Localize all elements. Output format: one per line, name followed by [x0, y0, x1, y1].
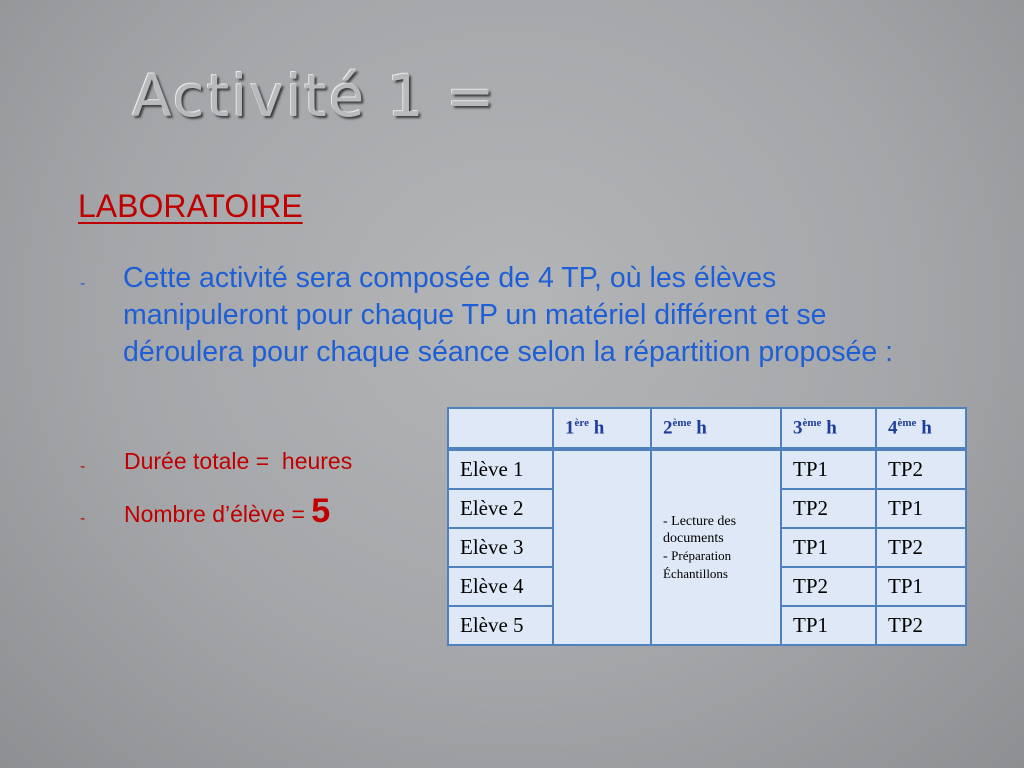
student-name-cell: Elève 1: [448, 449, 553, 489]
hour-4-cell: TP2: [876, 449, 966, 489]
hour-4-cell: TP2: [876, 528, 966, 567]
student-count-value: 5: [311, 492, 331, 530]
hour-3-cell: TP2: [781, 567, 876, 606]
student-name-cell: Elève 5: [448, 606, 553, 645]
student-name-cell: Elève 2: [448, 489, 553, 528]
table-header-row: [448, 408, 966, 449]
hour-4-cell: TP1: [876, 489, 966, 528]
hour-3-cell: TP2: [781, 489, 876, 528]
hour-3-cell: TP1: [781, 606, 876, 645]
header-cell-hour-3: 3ème h: [781, 408, 876, 449]
hour-3-cell: TP1: [781, 528, 876, 567]
bullet-student-count: [124, 492, 330, 531]
slide-title: Activité 1 =: [132, 62, 497, 130]
bullet-duration: Durée totale = heures: [124, 448, 353, 474]
bullet-dash: -: [80, 510, 86, 527]
hour-1-merged-cell: [553, 449, 651, 645]
merged-line-reading: - Lecture des documents: [663, 513, 737, 546]
student-name-cell: Elève 3: [448, 528, 553, 567]
header-cell-hour-2: 2ème h: [651, 408, 781, 449]
header-cell-hour-1: 1ère h: [553, 408, 651, 449]
hour-4-cell: TP1: [876, 567, 966, 606]
section-heading: LABORATOIRE: [78, 188, 303, 224]
hour-3-cell: TP1: [781, 449, 876, 489]
hour-2-merged-cell: [651, 449, 781, 645]
student-name-cell: Elève 4: [448, 567, 553, 606]
student-count-label: Nombre d’élève =: [124, 501, 312, 527]
header-cell-empty: [448, 408, 553, 449]
bullet-dash: -: [80, 275, 86, 292]
schedule-table: [447, 407, 967, 646]
bullet-description: Cette activité sera composée de 4 TP, où les élèves manipuleront pour chaque TP un matériel différent et se déroulera pour chaque séance selon la répartition proposée :: [123, 262, 894, 368]
header-cell-hour-4: 4ème h: [876, 408, 966, 449]
merged-line-preparation: - Préparation Échantillons: [663, 547, 732, 581]
bullet-dash: -: [80, 458, 86, 475]
hour-4-cell: TP2: [876, 606, 966, 645]
table-row: [448, 449, 966, 489]
